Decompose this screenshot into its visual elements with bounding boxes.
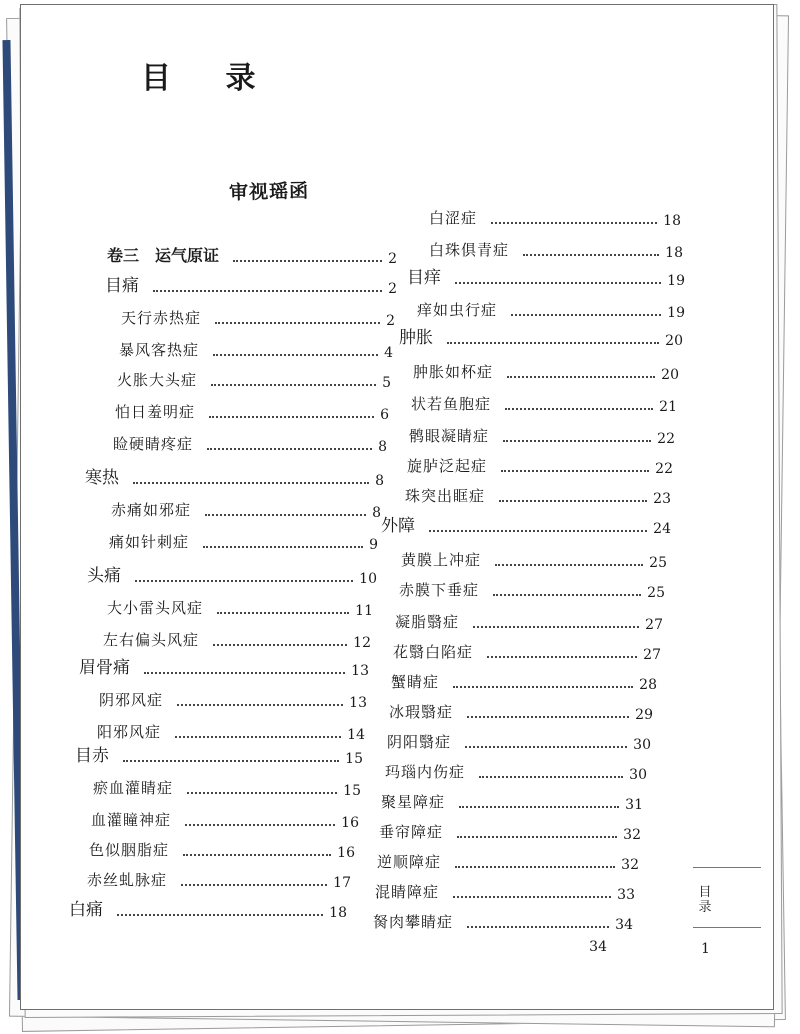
toc-entry (381, 515, 695, 537)
toc-entry-title: 天行赤热症 (121, 309, 202, 327)
section-title: 审视瑶函 (228, 179, 310, 205)
toc-entry-title: 火胀大头症 (117, 371, 198, 389)
toc-entry (115, 401, 413, 423)
dot-leader (135, 580, 353, 582)
dot-leader (487, 656, 637, 658)
toc-entry-title: 痒如虫行症 (417, 301, 498, 319)
dot-leader (153, 290, 382, 292)
dot-leader (495, 564, 643, 566)
toc-entry (375, 881, 659, 903)
toc-entry (87, 869, 375, 891)
toc-entry (429, 239, 707, 261)
toc-entry-page: 31 (625, 797, 643, 813)
dot-leader (187, 792, 337, 794)
dot-leader (215, 322, 380, 324)
toc-entry-title: 白痛 (69, 900, 103, 920)
toc-entry (105, 275, 421, 297)
toc-entry (385, 761, 671, 783)
toc-entry-title: 混睛障症 (375, 883, 440, 901)
toc-entry (121, 307, 419, 329)
toc-entry-title: 眉骨痛 (79, 658, 130, 678)
dot-leader (501, 470, 649, 472)
toc-entry-page: 24 (653, 521, 671, 537)
dot-leader (117, 914, 323, 916)
toc-entry-page: 15 (343, 783, 361, 799)
toc-entry-page: 8 (378, 439, 387, 455)
toc-entry-page: 12 (353, 635, 371, 651)
page-heading: 目 录 (141, 61, 278, 96)
toc-entry-title: 胬肉攀睛症 (373, 913, 454, 931)
toc-entry (387, 731, 675, 753)
toc-entry-page: 13 (349, 695, 367, 711)
toc-entry-page: 32 (623, 827, 641, 843)
toc-entry-page: 6 (380, 407, 389, 423)
toc-entry-page: 4 (384, 345, 393, 361)
toc-entry-page: 17 (333, 875, 351, 891)
toc-entry-title: 色似胭脂症 (89, 841, 170, 859)
toc-entry-title: 睑硬睛疼症 (113, 435, 194, 453)
toc-entry-title: 聚星障症 (381, 793, 446, 811)
toc-entry-title: 痛如针刺症 (109, 533, 190, 551)
toc-entry-title: 旋胪泛起症 (407, 457, 488, 475)
toc-entry-title: 左右偏头风症 (103, 631, 200, 649)
toc-entry-title: 赤痛如邪症 (111, 501, 192, 519)
toc-entry-title: 状若鱼胞症 (411, 395, 492, 413)
toc-entry-page: 22 (655, 461, 673, 477)
side-tab-label: 目录 (698, 885, 712, 915)
toc-entry-title: 怕日羞明症 (115, 403, 196, 421)
dot-leader (507, 376, 655, 378)
toc-entry-title: 蟹睛症 (391, 673, 440, 691)
toc-entry (107, 597, 397, 619)
toc-entry (93, 777, 385, 799)
toc-entry (409, 425, 699, 447)
dot-leader (467, 716, 629, 718)
toc-entry-page: 19 (667, 273, 685, 289)
contents-page (20, 4, 774, 1010)
toc-entry-page: 8 (372, 505, 381, 521)
toc-entry-title: 珠突出眶症 (405, 487, 486, 505)
toc-entry-title: 暴风客热症 (119, 341, 200, 359)
toc-entry (103, 629, 395, 651)
toc-entry-title: 逆顺障症 (377, 853, 442, 871)
toc-entry-title: 赤丝虬脉症 (87, 871, 168, 889)
toc-entry-page: 2 (388, 251, 397, 267)
toc-entry-page: 22 (657, 431, 675, 447)
toc-entry (417, 299, 709, 321)
toc-entry-page: 9 (369, 537, 378, 553)
toc-entry (379, 821, 665, 843)
toc-entry (391, 671, 681, 693)
dot-leader (455, 282, 661, 284)
dot-leader (211, 384, 376, 386)
toc-entry (89, 839, 379, 861)
dot-leader (503, 440, 651, 442)
toc-entry-page: 30 (633, 737, 651, 753)
toc-entry-title: 花翳白陷症 (393, 643, 474, 661)
toc-entry (411, 393, 701, 415)
toc-entry-page: 11 (355, 603, 373, 619)
dot-leader (457, 836, 617, 838)
toc-entry (119, 339, 417, 361)
toc-entry (85, 467, 408, 489)
toc-entry-title: 白涩症 (429, 209, 478, 227)
toc-entry-page: 16 (337, 845, 355, 861)
dot-leader (467, 926, 609, 928)
toc-entry-page: 25 (647, 585, 665, 601)
toc-entry-page: 21 (659, 399, 677, 415)
dot-leader (233, 260, 382, 262)
toc-entry-page: 15 (345, 751, 363, 767)
toc-entry-title: 赤膜下垂症 (399, 581, 480, 599)
toc-entry-page: 10 (359, 571, 377, 587)
dot-leader (453, 686, 633, 688)
toc-entry (407, 267, 709, 289)
toc-entry-page: 23 (653, 491, 671, 507)
toc-entry-title: 玛瑙内伤症 (385, 763, 466, 781)
dot-leader (479, 776, 623, 778)
toc-entry-page: 18 (665, 245, 683, 261)
toc-entry-page: 27 (643, 647, 661, 663)
dot-leader (505, 408, 653, 410)
toc-entry (405, 485, 695, 507)
dot-leader (499, 500, 647, 502)
toc-entry-title: 目痒 (407, 268, 441, 288)
dot-leader (213, 644, 347, 646)
toc-entry-title: 白珠俱青症 (429, 241, 510, 259)
dot-leader (447, 342, 659, 344)
toc-entry (399, 327, 707, 349)
dot-leader (473, 626, 639, 628)
dot-leader (123, 760, 339, 762)
toc-entry-page: 25 (649, 555, 667, 571)
toc-entry (111, 499, 405, 521)
dot-leader (183, 854, 331, 856)
dot-leader (175, 736, 341, 738)
toc-entry (399, 579, 689, 601)
toc-entry (97, 721, 389, 743)
toc-entry-title: 外障 (381, 516, 415, 536)
toc-entry-title: 凝脂翳症 (395, 613, 460, 631)
dot-leader (205, 514, 366, 516)
toc-entry (373, 911, 657, 933)
toc-entry-page: 32 (621, 857, 639, 873)
dot-leader (511, 314, 661, 316)
side-tab-rule (693, 927, 761, 928)
dot-leader (207, 448, 372, 450)
toc-entry-page: 33 (617, 887, 635, 903)
toc-entry-title: 瘀血灌睛症 (93, 779, 174, 797)
toc-entry-page: 20 (661, 367, 679, 383)
page-number: 1 (701, 941, 710, 957)
dot-leader (429, 530, 647, 532)
toc-entry-title: 肿胀如杯症 (413, 363, 494, 381)
toc-entry-title: 冰瑕翳症 (389, 703, 454, 721)
dot-leader (213, 354, 378, 356)
toc-entry (99, 689, 391, 711)
toc-entry-page: 19 (667, 305, 685, 321)
toc-entry (75, 745, 387, 767)
toc-entry (389, 701, 677, 723)
toc-entry-title: 黄膜上冲症 (401, 551, 482, 569)
toc-entry (381, 791, 667, 813)
toc-entry (393, 641, 685, 663)
toc-entry-page: 14 (347, 727, 365, 743)
toc-entry-title: 阴阳翳症 (387, 733, 452, 751)
toc-entry-title: 阳邪风症 (97, 723, 162, 741)
toc-entry (79, 657, 393, 679)
dot-leader (185, 824, 335, 826)
toc-entry (395, 611, 687, 633)
dot-leader (181, 884, 327, 886)
dot-leader (133, 482, 369, 484)
toc-entry (429, 207, 705, 229)
toc-entry-page: 2 (388, 281, 397, 297)
toc-entry-page: 34 (589, 939, 607, 955)
toc-entry-page: 34 (615, 917, 633, 933)
toc-entry-page: 30 (629, 767, 647, 783)
toc-entry-page: 18 (663, 213, 681, 229)
toc-entry-title: 垂帘障症 (379, 823, 444, 841)
toc-entry-page: 18 (329, 905, 347, 921)
dot-leader (493, 594, 641, 596)
toc-entry (401, 549, 691, 571)
toc-entry-page: 13 (351, 663, 369, 679)
dot-leader (491, 222, 657, 224)
dot-leader (453, 896, 611, 898)
dot-leader (209, 416, 374, 418)
dot-leader (177, 704, 343, 706)
toc-entry (113, 433, 411, 455)
dot-leader (217, 612, 349, 614)
dot-leader (459, 806, 619, 808)
dot-leader (203, 546, 363, 548)
toc-entry-page: 27 (645, 617, 663, 633)
toc-entry-page: 29 (635, 707, 653, 723)
toc-entry (87, 565, 401, 587)
toc-entry (407, 455, 697, 477)
toc-entry-title: 目痛 (105, 276, 139, 296)
toc-entry-title: 卷三 运气原证 (107, 246, 220, 265)
toc-entry-page: 16 (341, 815, 359, 831)
toc-entry (413, 361, 703, 383)
toc-entry (91, 809, 383, 831)
toc-entry (117, 369, 415, 391)
toc-entry-page: 5 (382, 375, 391, 391)
toc-entry-title: 寒热 (85, 468, 119, 488)
toc-entry (69, 899, 371, 921)
toc-entry (107, 245, 421, 267)
toc-entry-title: 阴邪风症 (99, 691, 164, 709)
toc-entry-title: 目赤 (75, 746, 109, 766)
toc-entry-page: 20 (665, 333, 683, 349)
dot-leader (465, 746, 627, 748)
toc-entry-title: 大小雷头风症 (107, 599, 204, 617)
dot-leader (144, 672, 345, 674)
toc-entry-page: 8 (375, 473, 384, 489)
toc-entry (109, 531, 402, 553)
toc-entry-title: 肿胀 (399, 328, 433, 348)
toc-entry-title: 头痛 (87, 566, 121, 586)
dot-leader (523, 254, 659, 256)
side-tab-rule (693, 867, 761, 868)
toc-entry-title: 鹘眼凝睛症 (409, 427, 490, 445)
toc-entry (373, 933, 631, 955)
toc-entry-page: 28 (639, 677, 657, 693)
dot-leader (455, 866, 615, 868)
toc-entry-page: 2 (386, 313, 395, 329)
toc-entry-title: 血灌瞳神症 (91, 811, 172, 829)
toc-entry (377, 851, 663, 873)
